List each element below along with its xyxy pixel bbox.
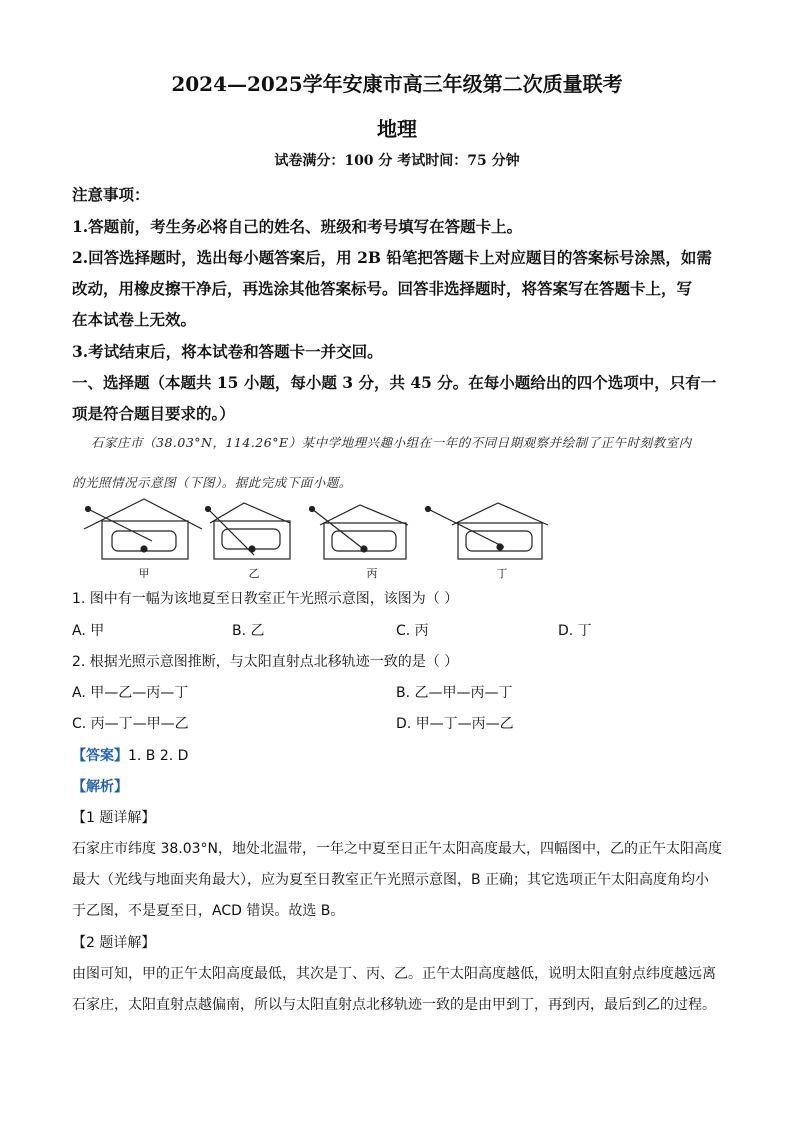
exam-title: 2024—2025学年安康市高三年级第二次质量联考 xyxy=(171,72,623,96)
q2-option-d: D. 甲—丁—丙—乙 xyxy=(396,716,514,732)
figure-label-jia: 甲 xyxy=(138,567,150,580)
panel-yi xyxy=(206,503,291,559)
panel-bing xyxy=(310,505,409,559)
notes-item-2-line-2: 改动，用橡皮擦干净后，再选涂其他答案标号。回答非选择题时，将答案写在答题卡上，写 xyxy=(72,279,693,298)
detail-1-line-2: 最大（光线与地面夹角最大），应为夏至日教室正午光照示意图，B 正确；其它选项正午太阳高度角均小 xyxy=(72,872,710,888)
classroom-light-diagram xyxy=(72,495,592,585)
q2-stem: 2. 根据光照示意图推断，与太阳直射点北移轨迹一致的是（ ） xyxy=(72,654,459,670)
q2-option-a: A. 甲—乙—丙—丁 xyxy=(72,685,189,701)
q2-option-b: B. 乙—甲—丙—丁 xyxy=(396,685,513,701)
section-heading-line-1: 一、选择题（本题共 15 小题，每小题 3 分，共 45 分。在每小题给出的四个选项中，只有一 xyxy=(72,373,717,392)
notes-item-1: 1.答题前，考生务必将自己的姓名、班级和考号填写在答题卡上。 xyxy=(72,217,523,236)
notes-item-2-line-1: 2.回答选择题时，选出每小题答案后，用 2B 铅笔把答题卡上对应题目的答案标号涂黑，如需 xyxy=(72,248,712,267)
q1-option-b: B. 乙 xyxy=(232,623,265,639)
detail-1-line-1: 石家庄市纬度 38.03°N，地处北温带，一年之中夏至日正午太阳高度最大，四幅图中，乙的正午太阳高度 xyxy=(72,841,722,857)
section-heading-line-2: 项是符合题目要求的。） xyxy=(72,404,235,423)
q1-option-a: A. 甲 xyxy=(72,623,105,639)
notes-item-2-line-3: 在本试卷上无效。 xyxy=(72,310,197,329)
q1-option-c: C. 丙 xyxy=(396,623,429,639)
answer-tag: 【答案】 xyxy=(72,748,128,764)
q1-option-d: D. 丁 xyxy=(558,623,592,639)
detail-2-line-2: 石家庄，太阳直射点越偏南，所以与太阳直射点北移轨迹一致的是由甲到丁，再到丙，最后到乙的过程。 xyxy=(72,997,716,1013)
figure-label-bing: 丙 xyxy=(366,567,378,580)
stem-line-2: 的光照情况示意图（下图）。据此完成下面小题。 xyxy=(72,475,352,490)
panel-ding xyxy=(426,503,549,559)
detail-1-tag: 【1 题详解】 xyxy=(72,810,156,826)
analysis-tag: 【解析】 xyxy=(72,779,128,795)
detail-1-line-3: 于乙图，不是夏至日，ACD 错误。故选 B。 xyxy=(72,903,345,919)
q2-option-c: C. 丙—丁—甲—乙 xyxy=(72,716,189,732)
notes-heading: 注意事项： xyxy=(72,185,150,204)
notes-item-3: 3.考试结束后，将本试卷和答题卡一并交回。 xyxy=(72,342,383,361)
answer-line xyxy=(72,745,188,765)
q1-stem: 1. 图中有一幅为该地夏至日教室正午光照示意图，该图为（ ） xyxy=(72,591,459,607)
exam-subject: 地理 xyxy=(377,117,417,141)
stem-line-1: 石家庄市（38.03°N，114.26°E）某中学地理兴趣小组在一年的不同日期观察并绘制了正午时刻教室内 xyxy=(91,435,692,450)
classroom-light-figure xyxy=(72,495,592,585)
exam-meta: 试卷满分：100 分 考试时间：75 分钟 xyxy=(274,153,520,169)
figure-label-ding: 丁 xyxy=(496,567,508,580)
detail-2-line-1: 由图可知，甲的正午太阳高度最低，其次是丁、丙、乙。正午太阳高度越低，说明太阳直射点纬度越远离 xyxy=(72,966,716,982)
detail-2-tag: 【2 题详解】 xyxy=(72,935,156,951)
panel-jia xyxy=(84,499,202,559)
figure-label-yi: 乙 xyxy=(248,567,260,580)
answer-text: 1. B 2. D xyxy=(128,748,189,764)
